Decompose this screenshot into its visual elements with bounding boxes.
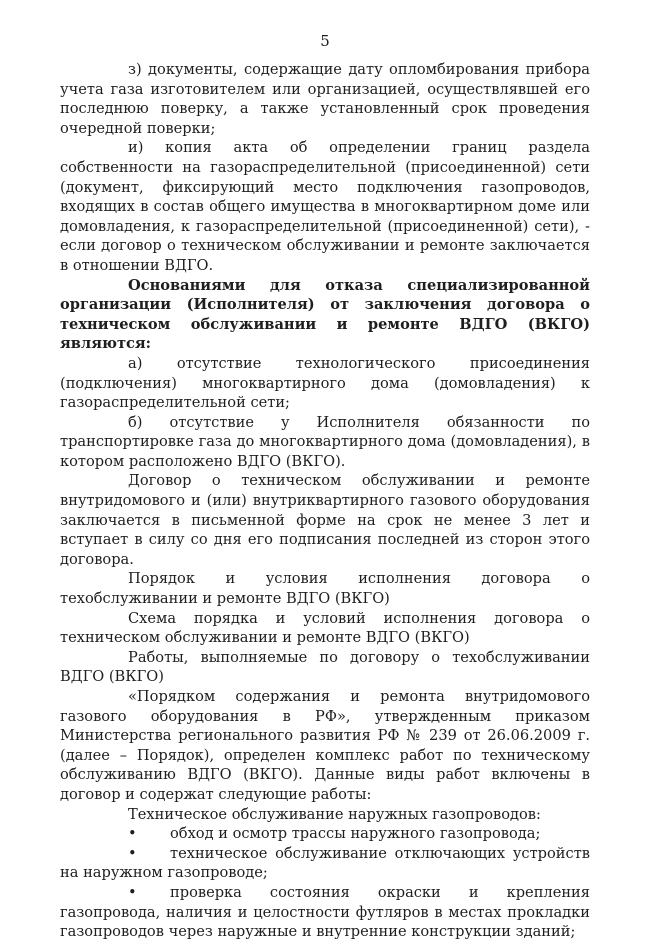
bullet-marker: • <box>128 844 137 862</box>
paragraph-maintenance-order: «Порядком содержания и ремонта внутридомового газового оборудования в РФ», утвержденным приказом Министерства регионального развития РФ № 239 от 26.06.2009 г. (далее – Порядок), определен комплекс работ по техническому обслуживанию ВДГО (ВКГО). Данные виды работ включены в договор и содержат следующие работы: <box>60 688 590 803</box>
page-number: 5 <box>320 32 330 50</box>
paragraph-item-z: з) документы, содержащие дату опломбирования прибора учета газа изготовителем или организацией, осуществлявшей его последнюю поверку, а также установленный срок проведения очередной поверки; <box>60 61 590 137</box>
bullet-marker: • <box>128 883 137 901</box>
bullet-item-2 <box>60 844 590 883</box>
bullet-text: техническое обслуживание отключающих устройств на наружном газопроводе; <box>60 844 590 882</box>
bullet-marker: • <box>128 825 137 843</box>
paragraph-item-a: а) отсутствие технологического присоединения (подключения) многоквартирного дома (домовладения) к газораспределительной сети; <box>60 354 590 412</box>
paragraph-procedure-scheme: Схема порядка и условий исполнения договора о техническом обслуживании и ремонте ВДГО (ВКГО) <box>60 609 590 647</box>
paragraph-external-pipelines: Техническое обслуживание наружных газопроводов: <box>128 805 541 823</box>
bullet-item-1 <box>60 824 590 844</box>
paragraph-item-b: б) отсутствие у Исполнителя обязанности по транспортировке газа до многоквартирного дома (домовладения), в котором расположено ВДГО (ВКГО). <box>60 413 590 470</box>
bullet-item-3 <box>60 883 590 942</box>
paragraph-works-performed: Работы, выполняемые по договору о техобслуживании ВДГО (ВКГО) <box>60 648 590 686</box>
paragraph-refusal-grounds-heading: Основаниями для отказа специализированной организации (Исполнителя) от заключения договора о техническом обслуживании и ремонте ВДГО (ВКГО) являются: <box>60 276 590 353</box>
bullet-text: проверка состояния окраски и крепления газопровода, наличия и целостности футляров в местах прокладки газопроводов через наружные и внутренние конструкции зданий; <box>60 883 590 941</box>
paragraph-contract-term: Договор о техническом обслуживании и ремонте внутридомового и (или) внутриквартирного газового оборудования заключается в письменной форме на срок не менее 3 лет и вступает в силу со дня его подписания последней из сторон этого договора. <box>60 472 590 568</box>
paragraph-item-i: и) копия акта об определении границ раздела собственности на газораспределительной (присоединенной) сети (документ, фиксирующий место подключения газопроводов, входящих в состав общего имущества в многоквартирном доме или домовладения, к газораспределительной (присоединенной) сети), - если договор о техническом обслуживании и ремонте заключается в отношении ВДГО. <box>60 139 590 274</box>
bullet-text: обход и осмотр трассы наружного газопровода; <box>170 825 541 843</box>
paragraph-procedure-conditions: Порядок и условия исполнения договора о техобслуживании и ремонте ВДГО (ВКГО) <box>60 570 590 608</box>
